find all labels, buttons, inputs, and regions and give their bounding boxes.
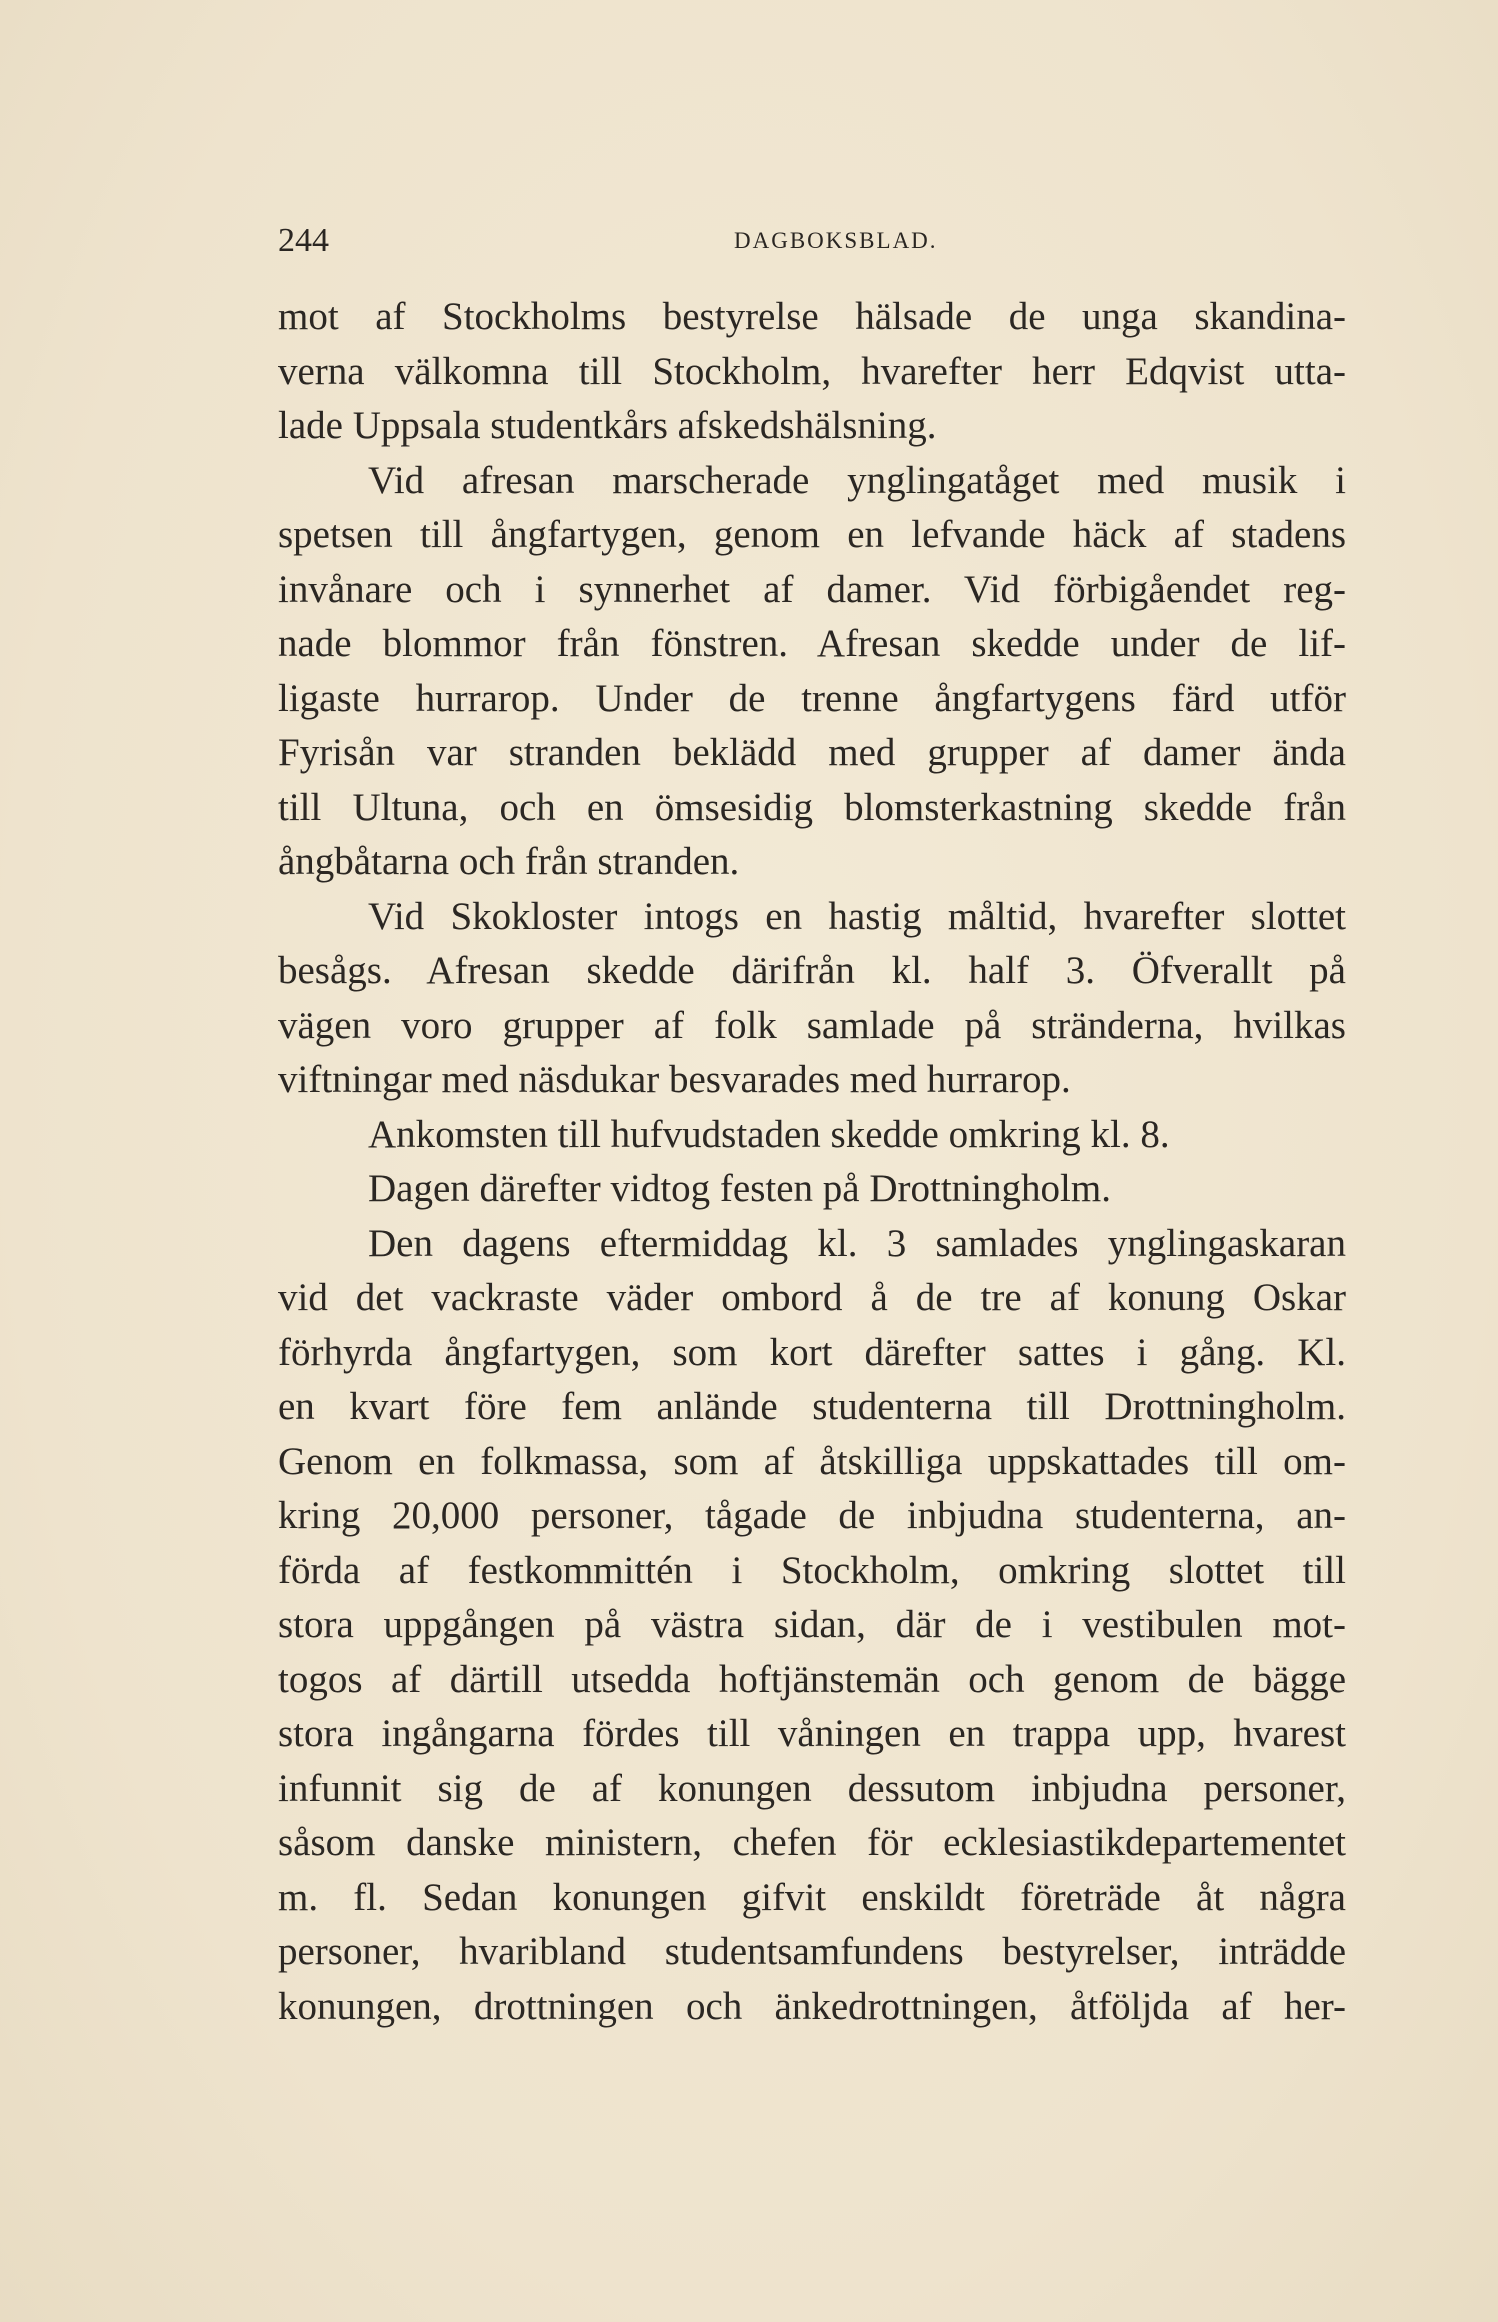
text-line: ligaste hurrarop. Under de trenne ångfartygens färd utför [278, 676, 1346, 720]
text-line: togos af därtill utsedda hoftjänstemän och genom de bägge [278, 1657, 1346, 1701]
page-header [278, 222, 1346, 262]
body-text [278, 290, 1346, 2034]
text-line: Dagen därefter vidtog festen på Drottningholm. [368, 1167, 1111, 1210]
running-title: DAGBOKSBLAD. [734, 228, 938, 253]
text-line: Vid Skokloster intogs en hastig måltid, hvarefter slottet [368, 894, 1346, 938]
text-line: viftningar med näsdukar besvarades med hurrarop. [278, 1058, 1071, 1101]
text-line: verna välkomna till Stockholm, hvarefter herr Edqvist utta- [278, 349, 1346, 393]
text-line: lade Uppsala studentkårs afskedshälsning. [278, 404, 937, 447]
text-line: såsom danske ministern, chefen för ecklesiastikdepartementet [278, 1821, 1346, 1864]
text-line: stora uppgången på västra sidan, där de i vestibulen mot- [278, 1603, 1346, 1646]
text-line: Vid afresan marscherade ynglingatåget med musik i [368, 458, 1346, 502]
text-line: vägen voro grupper af folk samlade på stränderna, hvilkas [278, 1003, 1346, 1047]
text-line: kring 20,000 personer, tågade de inbjudna studenterna, an- [278, 1494, 1346, 1537]
text-line: förhyrda ångfartygen, som kort därefter sattes i gång. Kl. [278, 1330, 1346, 1374]
text-line: ångbåtarna och från stranden. [278, 840, 740, 883]
text-line: Ankomsten till hufvudstaden skedde omkring kl. 8. [368, 1112, 1170, 1156]
text-line: besågs. Afresan skedde därifrån kl. half 3. Öfverallt på [278, 949, 1346, 992]
text-line: en kvart före fem anlände studenterna till Drottningholm. [278, 1385, 1346, 1428]
text-line: vid det vackraste väder ombord å de tre af konung Oskar [278, 1276, 1346, 1319]
text-line: Fyrisån var stranden beklädd med grupper af damer ända [278, 731, 1346, 774]
text-line: nade blommor från fönstren. Afresan skedde under de lif- [278, 622, 1346, 665]
text-line: mot af Stockholms bestyrelse hälsade de unga skandina- [278, 295, 1346, 338]
text-line: m. fl. Sedan konungen gifvit enskildt företräde åt några [278, 1875, 1346, 1919]
text-line: Genom en folkmassa, som af åtskilliga uppskattades till om- [278, 1439, 1346, 1483]
text-line: spetsen till ångfartygen, genom en lefvande häck af stadens [278, 513, 1346, 556]
text-line: konungen, drottningen och änkedrottningen, åtföljda af her- [278, 1984, 1346, 2028]
text-line: invånare och i synnerhet af damer. Vid förbigåendet reg- [278, 567, 1346, 611]
page-number: 244 [278, 222, 329, 259]
text-line: stora ingångarna fördes till våningen en trappa upp, hvarest [278, 1712, 1346, 1755]
text-line: personer, hvaribland studentsamfundens bestyrelser, inträdde [278, 1930, 1346, 1973]
text-line: Den dagens eftermiddag kl. 3 samlades ynglingaskaran [368, 1221, 1346, 1265]
text-line: infunnit sig de af konungen dessutom inbjudna personer, [278, 1766, 1346, 1810]
text-line: till Ultuna, och en ömsesidig blomsterkastning skedde från [278, 785, 1346, 829]
text-line: förda af festkommittén i Stockholm, omkring slottet till [278, 1548, 1346, 1592]
